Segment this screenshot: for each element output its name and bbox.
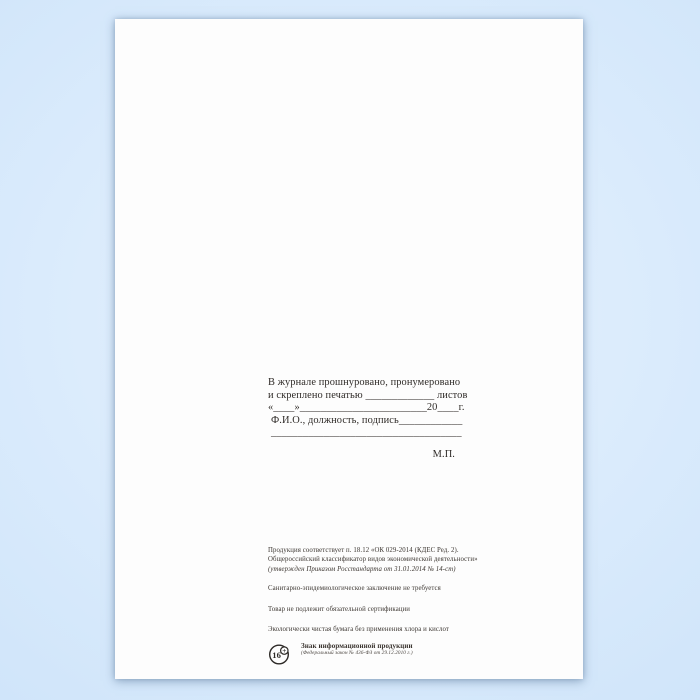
- age-mark-caption: [301, 642, 413, 657]
- binding-line-2: и скреплено печатью _____________ листов: [268, 389, 468, 401]
- age-16-plus-icon: [268, 643, 290, 665]
- eco-paper-statement: Экологически чистая бумага без применения хлора и кислот: [268, 626, 449, 634]
- binding-line-1: В журнале прошнуровано, пронумеровано: [268, 377, 461, 388]
- compliance-block: [268, 546, 498, 665]
- age-mark-law-reference: (Федеральный закон № 436-ФЗ от 29.12.2010 г.): [301, 650, 413, 657]
- binding-line-4: Ф.И.О., должность, подпись____________: [271, 414, 463, 426]
- seal-place-label: М.П.: [432, 448, 455, 460]
- svg-text:16: 16: [272, 650, 281, 661]
- document-page: [115, 19, 583, 679]
- binding-line-3: «____»________________________20____г.: [268, 402, 465, 414]
- age-mark-row: [268, 642, 498, 665]
- product-compliance-line-1: Продукция соответствует п. 18.12 «ОК 029-2014 (КДЕС Ред. 2).: [268, 547, 459, 554]
- product-compliance-line-2: Общероссийский классификатор видов экономической деятельности»: [268, 556, 478, 564]
- sanitary-statement: Санитарно-эпидемиологическое заключение не требуется: [268, 585, 441, 593]
- certification-statement: Товар не подлежит обязательной сертификации: [268, 605, 411, 613]
- product-compliance-line-3: (утвержден Приказом Росстандарта от 31.01.2014 № 14-ст): [268, 565, 456, 573]
- binding-certification-block: [268, 377, 468, 462]
- svg-text:+: +: [282, 647, 287, 656]
- binding-line-5: ____________________________________: [271, 427, 462, 439]
- age-mark-label: Знак информационной продукции: [301, 642, 413, 651]
- product-compliance-paragraph: [268, 546, 498, 574]
